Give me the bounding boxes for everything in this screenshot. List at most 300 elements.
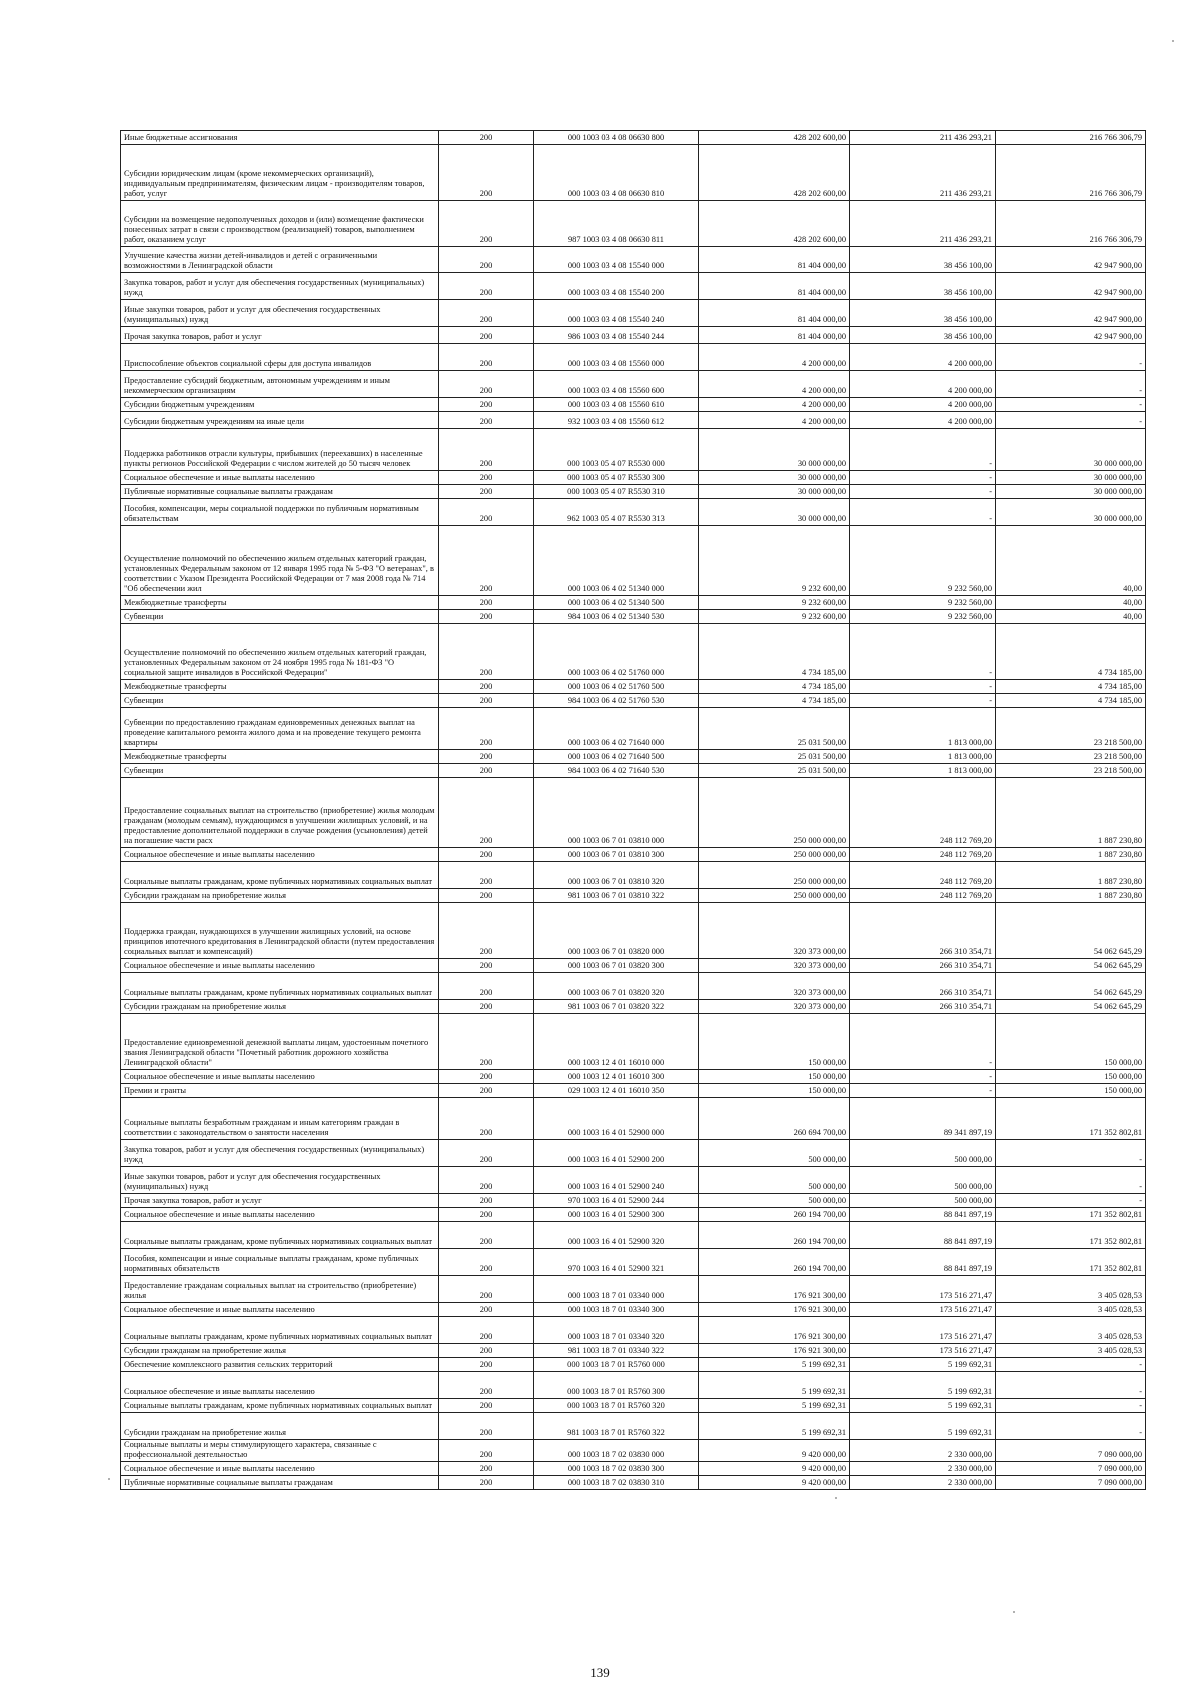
approved-amount: 5 199 692,31 <box>699 1413 850 1440</box>
approved-amount: 30 000 000,00 <box>699 429 850 471</box>
executed-amount: 38 456 100,00 <box>850 247 996 273</box>
executed-amount: 2 330 000,00 <box>850 1440 996 1462</box>
line-code: 200 <box>439 750 534 764</box>
row-name: Социальное обеспечение и иные выплаты населению <box>121 959 439 973</box>
table-row <box>121 624 1146 680</box>
line-code: 200 <box>439 889 534 903</box>
executed-amount: 248 112 769,20 <box>850 778 996 848</box>
approved-amount: 500 000,00 <box>699 1194 850 1208</box>
line-code: 200 <box>439 131 534 145</box>
line-code: 200 <box>439 1372 534 1399</box>
budget-classification-code: 000 1003 03 4 08 15560 600 <box>534 371 699 398</box>
unexecuted-amount: 23 218 500,00 <box>996 764 1146 778</box>
line-code: 200 <box>439 1000 534 1014</box>
unexecuted-amount: - <box>996 412 1146 429</box>
executed-amount: 173 516 271,47 <box>850 1317 996 1344</box>
row-name: Субсидии гражданам на приобретение жилья <box>121 889 439 903</box>
executed-amount: 5 199 692,31 <box>850 1399 996 1413</box>
unexecuted-amount: 171 352 802,81 <box>996 1098 1146 1140</box>
row-name: Социальные выплаты гражданам, кроме публичных нормативных социальных выплат <box>121 862 439 889</box>
row-name: Пособия, компенсации и иные социальные выплаты гражданам, кроме публичных нормативных обязательств <box>121 1249 439 1276</box>
table-row <box>121 1070 1146 1084</box>
line-code: 200 <box>439 1344 534 1358</box>
executed-amount: - <box>850 624 996 680</box>
line-code: 200 <box>439 145 534 201</box>
row-name: Субвенции <box>121 610 439 624</box>
unexecuted-amount: - <box>996 398 1146 412</box>
row-name: Субвенции по предоставлению гражданам единовременных денежных выплат на проведение капитального ремонта жилого дома и на проведение текущего ремонта квартиры <box>121 708 439 750</box>
executed-amount: 5 199 692,31 <box>850 1413 996 1440</box>
line-code: 200 <box>439 1317 534 1344</box>
budget-classification-code: 000 1003 06 4 02 51340 500 <box>534 596 699 610</box>
table-row <box>121 1317 1146 1344</box>
table-row <box>121 371 1146 398</box>
line-code: 200 <box>439 610 534 624</box>
executed-amount: 1 813 000,00 <box>850 764 996 778</box>
row-name: Предоставление социальных выплат на строительство (приобретение) жилья молодым гражданам (молодым семьям), нуждающимся в улучшении жилищных условий, и на предоставление дополнительной поддержки в случае рождения (усыновления) детей на погашение части расх <box>121 778 439 848</box>
budget-classification-code: 000 1003 06 7 01 03810 300 <box>534 848 699 862</box>
row-name: Закупка товаров, работ и услуг для обеспечения государственных (муниципальных) нужд <box>121 273 439 300</box>
budget-classification-code: 000 1003 18 7 01 R5760 320 <box>534 1399 699 1413</box>
table-row <box>121 131 1146 145</box>
table-row <box>121 526 1146 596</box>
budget-classification-code: 000 1003 05 4 07 R5530 310 <box>534 485 699 499</box>
approved-amount: 9 232 600,00 <box>699 610 850 624</box>
scan-speck <box>835 1497 837 1499</box>
executed-amount: 4 200 000,00 <box>850 412 996 429</box>
line-code: 200 <box>439 371 534 398</box>
expenditure-table <box>120 130 1146 1490</box>
unexecuted-amount: 1 887 230,80 <box>996 848 1146 862</box>
line-code: 200 <box>439 1084 534 1098</box>
executed-amount: 211 436 293,21 <box>850 201 996 247</box>
budget-classification-code: 000 1003 16 4 01 52900 320 <box>534 1222 699 1249</box>
budget-classification-code: 000 1003 03 4 08 15540 240 <box>534 300 699 327</box>
table-row <box>121 247 1146 273</box>
table-row <box>121 499 1146 526</box>
unexecuted-amount: 42 947 900,00 <box>996 247 1146 273</box>
row-name: Субвенции <box>121 694 439 708</box>
approved-amount: 428 202 600,00 <box>699 145 850 201</box>
executed-amount: - <box>850 429 996 471</box>
approved-amount: 260 194 700,00 <box>699 1208 850 1222</box>
row-name: Социальные выплаты гражданам, кроме публичных нормативных социальных выплат <box>121 1317 439 1344</box>
table-row <box>121 1222 1146 1249</box>
executed-amount: 173 516 271,47 <box>850 1303 996 1317</box>
approved-amount: 30 000 000,00 <box>699 485 850 499</box>
approved-amount: 81 404 000,00 <box>699 300 850 327</box>
approved-amount: 4 200 000,00 <box>699 371 850 398</box>
table-row <box>121 1167 1146 1194</box>
line-code: 200 <box>439 273 534 300</box>
budget-classification-code: 970 1003 16 4 01 52900 244 <box>534 1194 699 1208</box>
executed-amount: - <box>850 471 996 485</box>
unexecuted-amount: - <box>996 1194 1146 1208</box>
line-code: 200 <box>439 1140 534 1167</box>
unexecuted-amount: 42 947 900,00 <box>996 273 1146 300</box>
table-row <box>121 848 1146 862</box>
approved-amount: 250 000 000,00 <box>699 862 850 889</box>
budget-classification-code: 000 1003 18 7 01 03340 320 <box>534 1317 699 1344</box>
table-row <box>121 1462 1146 1476</box>
table-row <box>121 1208 1146 1222</box>
approved-amount: 9 420 000,00 <box>699 1440 850 1462</box>
row-name: Субсидии гражданам на приобретение жилья <box>121 1413 439 1440</box>
executed-amount: 88 841 897,19 <box>850 1249 996 1276</box>
unexecuted-amount: 171 352 802,81 <box>996 1208 1146 1222</box>
row-name: Социальное обеспечение и иные выплаты населению <box>121 1208 439 1222</box>
line-code: 200 <box>439 1167 534 1194</box>
row-name: Межбюджетные трансферты <box>121 750 439 764</box>
executed-amount: 211 436 293,21 <box>850 131 996 145</box>
budget-classification-code: 000 1003 06 4 02 71640 000 <box>534 708 699 750</box>
line-code: 200 <box>439 708 534 750</box>
line-code: 200 <box>439 1208 534 1222</box>
table-row <box>121 708 1146 750</box>
budget-classification-code: 029 1003 12 4 01 16010 350 <box>534 1084 699 1098</box>
table-row <box>121 1358 1146 1372</box>
executed-amount: - <box>850 694 996 708</box>
line-code: 200 <box>439 1358 534 1372</box>
row-name: Публичные нормативные социальные выплаты гражданам <box>121 485 439 499</box>
line-code: 200 <box>439 344 534 371</box>
line-code: 200 <box>439 201 534 247</box>
approved-amount: 500 000,00 <box>699 1167 850 1194</box>
line-code: 200 <box>439 1276 534 1303</box>
approved-amount: 25 031 500,00 <box>699 750 850 764</box>
row-name: Улучшение качества жизни детей-инвалидов и детей с ограниченными возможностями в Ленинградской области <box>121 247 439 273</box>
unexecuted-amount: 7 090 000,00 <box>996 1440 1146 1462</box>
approved-amount: 320 373 000,00 <box>699 959 850 973</box>
approved-amount: 150 000,00 <box>699 1014 850 1070</box>
table-body <box>121 131 1146 1490</box>
unexecuted-amount: 3 405 028,53 <box>996 1276 1146 1303</box>
row-name: Пособия, компенсации, меры социальной поддержки по публичным нормативным обязательствам <box>121 499 439 526</box>
approved-amount: 9 232 600,00 <box>699 596 850 610</box>
budget-classification-code: 981 1003 18 7 01 R5760 322 <box>534 1413 699 1440</box>
unexecuted-amount: - <box>996 371 1146 398</box>
executed-amount: - <box>850 1084 996 1098</box>
line-code: 200 <box>439 596 534 610</box>
table-row <box>121 1440 1146 1462</box>
executed-amount: 500 000,00 <box>850 1167 996 1194</box>
row-name: Социальные выплаты безработным гражданам и иным категориям граждан в соответствии с законодательством о занятости населения <box>121 1098 439 1140</box>
unexecuted-amount: - <box>996 344 1146 371</box>
scan-speck <box>1013 1611 1015 1613</box>
budget-classification-code: 000 1003 16 4 01 52900 300 <box>534 1208 699 1222</box>
budget-classification-code: 962 1003 05 4 07 R5530 313 <box>534 499 699 526</box>
unexecuted-amount: 1 887 230,80 <box>996 778 1146 848</box>
approved-amount: 150 000,00 <box>699 1070 850 1084</box>
executed-amount: - <box>850 1070 996 1084</box>
budget-classification-code: 000 1003 05 4 07 R5530 000 <box>534 429 699 471</box>
approved-amount: 428 202 600,00 <box>699 131 850 145</box>
approved-amount: 150 000,00 <box>699 1084 850 1098</box>
executed-amount: 2 330 000,00 <box>850 1462 996 1476</box>
approved-amount: 260 694 700,00 <box>699 1098 850 1140</box>
line-code: 200 <box>439 398 534 412</box>
executed-amount: 4 200 000,00 <box>850 398 996 412</box>
row-name: Социальное обеспечение и иные выплаты населению <box>121 471 439 485</box>
row-name: Социальное обеспечение и иные выплаты населению <box>121 1372 439 1399</box>
executed-amount: 2 330 000,00 <box>850 1476 996 1490</box>
table-row <box>121 1372 1146 1399</box>
budget-classification-code: 000 1003 03 4 08 15560 610 <box>534 398 699 412</box>
approved-amount: 4 734 185,00 <box>699 680 850 694</box>
table-row <box>121 1084 1146 1098</box>
row-name: Социальные выплаты гражданам, кроме публичных нормативных социальных выплат <box>121 973 439 1000</box>
approved-amount: 320 373 000,00 <box>699 903 850 959</box>
unexecuted-amount: 216 766 306,79 <box>996 131 1146 145</box>
executed-amount: 88 841 897,19 <box>850 1208 996 1222</box>
executed-amount: 9 232 560,00 <box>850 526 996 596</box>
approved-amount: 81 404 000,00 <box>699 273 850 300</box>
executed-amount: 1 813 000,00 <box>850 750 996 764</box>
unexecuted-amount: 30 000 000,00 <box>996 499 1146 526</box>
unexecuted-amount: 171 352 802,81 <box>996 1222 1146 1249</box>
budget-classification-code: 000 1003 12 4 01 16010 000 <box>534 1014 699 1070</box>
line-code: 200 <box>439 778 534 848</box>
approved-amount: 81 404 000,00 <box>699 247 850 273</box>
unexecuted-amount: 23 218 500,00 <box>996 708 1146 750</box>
executed-amount: - <box>850 680 996 694</box>
budget-classification-code: 000 1003 06 4 02 71640 500 <box>534 750 699 764</box>
row-name: Приспособление объектов социальной сферы для доступа инвалидов <box>121 344 439 371</box>
row-name: Социальное обеспечение и иные выплаты населению <box>121 848 439 862</box>
row-name: Иные закупки товаров, работ и услуг для обеспечения государственных (муниципальных) нужд <box>121 300 439 327</box>
table-row <box>121 750 1146 764</box>
line-code: 200 <box>439 499 534 526</box>
row-name: Субсидии юридическим лицам (кроме некоммерческих организаций), индивидуальным предпринимателям, физическим лицам - производителям товаров, работ, услуг <box>121 145 439 201</box>
line-code: 200 <box>439 247 534 273</box>
unexecuted-amount: - <box>996 1167 1146 1194</box>
row-name: Публичные нормативные социальные выплаты гражданам <box>121 1476 439 1490</box>
unexecuted-amount: 54 062 645,29 <box>996 959 1146 973</box>
row-name: Субсидии на возмещение недополученных доходов и (или) возмещение фактически понесенных затрат в связи с производством (реализацией) товаров, выполнением работ, оказанием услуг <box>121 201 439 247</box>
executed-amount: 38 456 100,00 <box>850 300 996 327</box>
table-row <box>121 903 1146 959</box>
row-name: Социальные выплаты гражданам, кроме публичных нормативных социальных выплат <box>121 1399 439 1413</box>
approved-amount: 25 031 500,00 <box>699 708 850 750</box>
row-name: Предоставление гражданам социальных выплат на строительство (приобретение) жилья <box>121 1276 439 1303</box>
row-name: Осуществление полномочий по обеспечению жильем отдельных категорий граждан, установленных Федеральным законом от 24 ноября 1995 года № 181-ФЗ "О социальной защите инвалидов в Российской Федерации" <box>121 624 439 680</box>
approved-amount: 250 000 000,00 <box>699 848 850 862</box>
row-name: Субсидии гражданам на приобретение жилья <box>121 1000 439 1014</box>
table-row <box>121 862 1146 889</box>
budget-classification-code: 984 1003 06 4 02 71640 530 <box>534 764 699 778</box>
approved-amount: 320 373 000,00 <box>699 973 850 1000</box>
unexecuted-amount: - <box>996 1140 1146 1167</box>
table-row <box>121 889 1146 903</box>
unexecuted-amount: 3 405 028,53 <box>996 1303 1146 1317</box>
table-row <box>121 778 1146 848</box>
approved-amount: 176 921 300,00 <box>699 1303 850 1317</box>
row-name: Межбюджетные трансферты <box>121 596 439 610</box>
budget-classification-code: 000 1003 16 4 01 52900 200 <box>534 1140 699 1167</box>
approved-amount: 4 734 185,00 <box>699 624 850 680</box>
row-name: Межбюджетные трансферты <box>121 680 439 694</box>
executed-amount: 4 200 000,00 <box>850 371 996 398</box>
line-code: 200 <box>439 1413 534 1440</box>
approved-amount: 9 420 000,00 <box>699 1462 850 1476</box>
table-row <box>121 1098 1146 1140</box>
unexecuted-amount: 23 218 500,00 <box>996 750 1146 764</box>
budget-classification-code: 970 1003 16 4 01 52900 321 <box>534 1249 699 1276</box>
approved-amount: 260 194 700,00 <box>699 1222 850 1249</box>
executed-amount: - <box>850 485 996 499</box>
budget-classification-code: 000 1003 06 7 01 03810 000 <box>534 778 699 848</box>
row-name: Субсидии бюджетным учреждениям на иные цели <box>121 412 439 429</box>
row-name: Осуществление полномочий по обеспечению жильем отдельных категорий граждан, установленных Федеральным законом от 12 января 1995 года № 5-ФЗ "О ветеранах", в соответствии с Указом Президента Российской Федерации от 7 мая 2008 года № 714 "Об обеспечении жил <box>121 526 439 596</box>
unexecuted-amount: 4 734 185,00 <box>996 680 1146 694</box>
table-row <box>121 429 1146 471</box>
line-code: 200 <box>439 680 534 694</box>
unexecuted-amount: 4 734 185,00 <box>996 624 1146 680</box>
unexecuted-amount: 42 947 900,00 <box>996 300 1146 327</box>
approved-amount: 176 921 300,00 <box>699 1317 850 1344</box>
table-row <box>121 973 1146 1000</box>
unexecuted-amount: 1 887 230,80 <box>996 889 1146 903</box>
table-row <box>121 201 1146 247</box>
approved-amount: 260 194 700,00 <box>699 1249 850 1276</box>
line-code: 200 <box>439 1222 534 1249</box>
line-code: 200 <box>439 1194 534 1208</box>
table-row <box>121 1476 1146 1490</box>
executed-amount: - <box>850 499 996 526</box>
budget-classification-code: 984 1003 06 4 02 51340 530 <box>534 610 699 624</box>
executed-amount: 248 112 769,20 <box>850 862 996 889</box>
table-row <box>121 485 1146 499</box>
approved-amount: 30 000 000,00 <box>699 471 850 485</box>
line-code: 200 <box>439 848 534 862</box>
executed-amount: 173 516 271,47 <box>850 1344 996 1358</box>
table-row <box>121 1344 1146 1358</box>
executed-amount: 211 436 293,21 <box>850 145 996 201</box>
unexecuted-amount: 216 766 306,79 <box>996 145 1146 201</box>
unexecuted-amount: 30 000 000,00 <box>996 471 1146 485</box>
row-name: Обеспечение комплексного развития сельских территорий <box>121 1358 439 1372</box>
unexecuted-amount: 54 062 645,29 <box>996 903 1146 959</box>
unexecuted-amount: 54 062 645,29 <box>996 973 1146 1000</box>
table-row <box>121 327 1146 344</box>
approved-amount: 320 373 000,00 <box>699 1000 850 1014</box>
unexecuted-amount: 7 090 000,00 <box>996 1462 1146 1476</box>
row-name: Иные бюджетные ассигнования <box>121 131 439 145</box>
budget-classification-code: 000 1003 18 7 02 03830 310 <box>534 1476 699 1490</box>
row-name: Социальные выплаты гражданам, кроме публичных нормативных социальных выплат <box>121 1222 439 1249</box>
unexecuted-amount: 3 405 028,53 <box>996 1317 1146 1344</box>
unexecuted-amount: 40,00 <box>996 526 1146 596</box>
budget-classification-code: 000 1003 03 4 08 15540 200 <box>534 273 699 300</box>
table-row <box>121 412 1146 429</box>
table-row <box>121 1303 1146 1317</box>
line-code: 200 <box>439 903 534 959</box>
executed-amount: 4 200 000,00 <box>850 344 996 371</box>
table-row <box>121 1249 1146 1276</box>
line-code: 200 <box>439 764 534 778</box>
approved-amount: 25 031 500,00 <box>699 764 850 778</box>
table-row <box>121 610 1146 624</box>
line-code: 200 <box>439 471 534 485</box>
table-row <box>121 596 1146 610</box>
executed-amount: 266 310 354,71 <box>850 903 996 959</box>
unexecuted-amount: 4 734 185,00 <box>996 694 1146 708</box>
approved-amount: 500 000,00 <box>699 1140 850 1167</box>
unexecuted-amount: 1 887 230,80 <box>996 862 1146 889</box>
line-code: 200 <box>439 1476 534 1490</box>
executed-amount: 89 341 897,19 <box>850 1098 996 1140</box>
approved-amount: 428 202 600,00 <box>699 201 850 247</box>
budget-classification-code: 000 1003 05 4 07 R5530 300 <box>534 471 699 485</box>
executed-amount: 248 112 769,20 <box>850 848 996 862</box>
budget-classification-code: 000 1003 18 7 01 03340 300 <box>534 1303 699 1317</box>
line-code: 200 <box>439 327 534 344</box>
approved-amount: 9 420 000,00 <box>699 1476 850 1490</box>
budget-classification-code: 000 1003 03 4 08 15540 000 <box>534 247 699 273</box>
executed-amount: 5 199 692,31 <box>850 1372 996 1399</box>
approved-amount: 4 734 185,00 <box>699 694 850 708</box>
budget-classification-code: 000 1003 18 7 01 R5760 000 <box>534 1358 699 1372</box>
approved-amount: 176 921 300,00 <box>699 1344 850 1358</box>
table-row <box>121 344 1146 371</box>
budget-classification-code: 000 1003 16 4 01 52900 000 <box>534 1098 699 1140</box>
budget-classification-code: 932 1003 03 4 08 15560 612 <box>534 412 699 429</box>
budget-classification-code: 000 1003 03 4 08 06630 800 <box>534 131 699 145</box>
budget-classification-code: 987 1003 03 4 08 06630 811 <box>534 201 699 247</box>
row-name: Социальное обеспечение и иные выплаты населению <box>121 1303 439 1317</box>
unexecuted-amount: 150 000,00 <box>996 1014 1146 1070</box>
line-code: 200 <box>439 429 534 471</box>
approved-amount: 4 200 000,00 <box>699 344 850 371</box>
table-row <box>121 680 1146 694</box>
budget-classification-code: 000 1003 06 4 02 51760 500 <box>534 680 699 694</box>
executed-amount: 38 456 100,00 <box>850 273 996 300</box>
unexecuted-amount: 30 000 000,00 <box>996 429 1146 471</box>
line-code: 200 <box>439 624 534 680</box>
table-row <box>121 300 1146 327</box>
unexecuted-amount: 216 766 306,79 <box>996 201 1146 247</box>
budget-classification-code: 000 1003 18 7 02 03830 300 <box>534 1462 699 1476</box>
approved-amount: 5 199 692,31 <box>699 1372 850 1399</box>
budget-classification-code: 000 1003 06 4 02 51760 000 <box>534 624 699 680</box>
approved-amount: 176 921 300,00 <box>699 1276 850 1303</box>
executed-amount: 266 310 354,71 <box>850 1000 996 1014</box>
budget-classification-code: 000 1003 12 4 01 16010 300 <box>534 1070 699 1084</box>
line-code: 200 <box>439 1462 534 1476</box>
row-name: Иные закупки товаров, работ и услуг для обеспечения государственных (муниципальных) нужд <box>121 1167 439 1194</box>
executed-amount: - <box>850 1014 996 1070</box>
row-name: Закупка товаров, работ и услуг для обеспечения государственных (муниципальных) нужд <box>121 1140 439 1167</box>
table-row <box>121 398 1146 412</box>
line-code: 200 <box>439 694 534 708</box>
approved-amount: 4 200 000,00 <box>699 398 850 412</box>
approved-amount: 5 199 692,31 <box>699 1358 850 1372</box>
table-row <box>121 1399 1146 1413</box>
budget-classification-code: 000 1003 06 7 01 03810 320 <box>534 862 699 889</box>
budget-classification-code: 000 1003 06 7 01 03820 000 <box>534 903 699 959</box>
budget-classification-code: 000 1003 06 7 01 03820 320 <box>534 973 699 1000</box>
unexecuted-amount: 54 062 645,29 <box>996 1000 1146 1014</box>
approved-amount: 250 000 000,00 <box>699 889 850 903</box>
executed-amount: 1 813 000,00 <box>850 708 996 750</box>
row-name: Предоставление единовременной денежной выплаты лицам, удостоенным почетного звания Ленинградской области "Почетный работник дорожного хозяйства Ленинградской области" <box>121 1014 439 1070</box>
budget-classification-code: 984 1003 06 4 02 51760 530 <box>534 694 699 708</box>
table-row <box>121 1413 1146 1440</box>
executed-amount: 173 516 271,47 <box>850 1276 996 1303</box>
row-name: Социальные выплаты и меры стимулирующего характера, связанные с профессиональной деятельностью <box>121 1440 439 1462</box>
unexecuted-amount: - <box>996 1399 1146 1413</box>
row-name: Прочая закупка товаров, работ и услуг <box>121 1194 439 1208</box>
